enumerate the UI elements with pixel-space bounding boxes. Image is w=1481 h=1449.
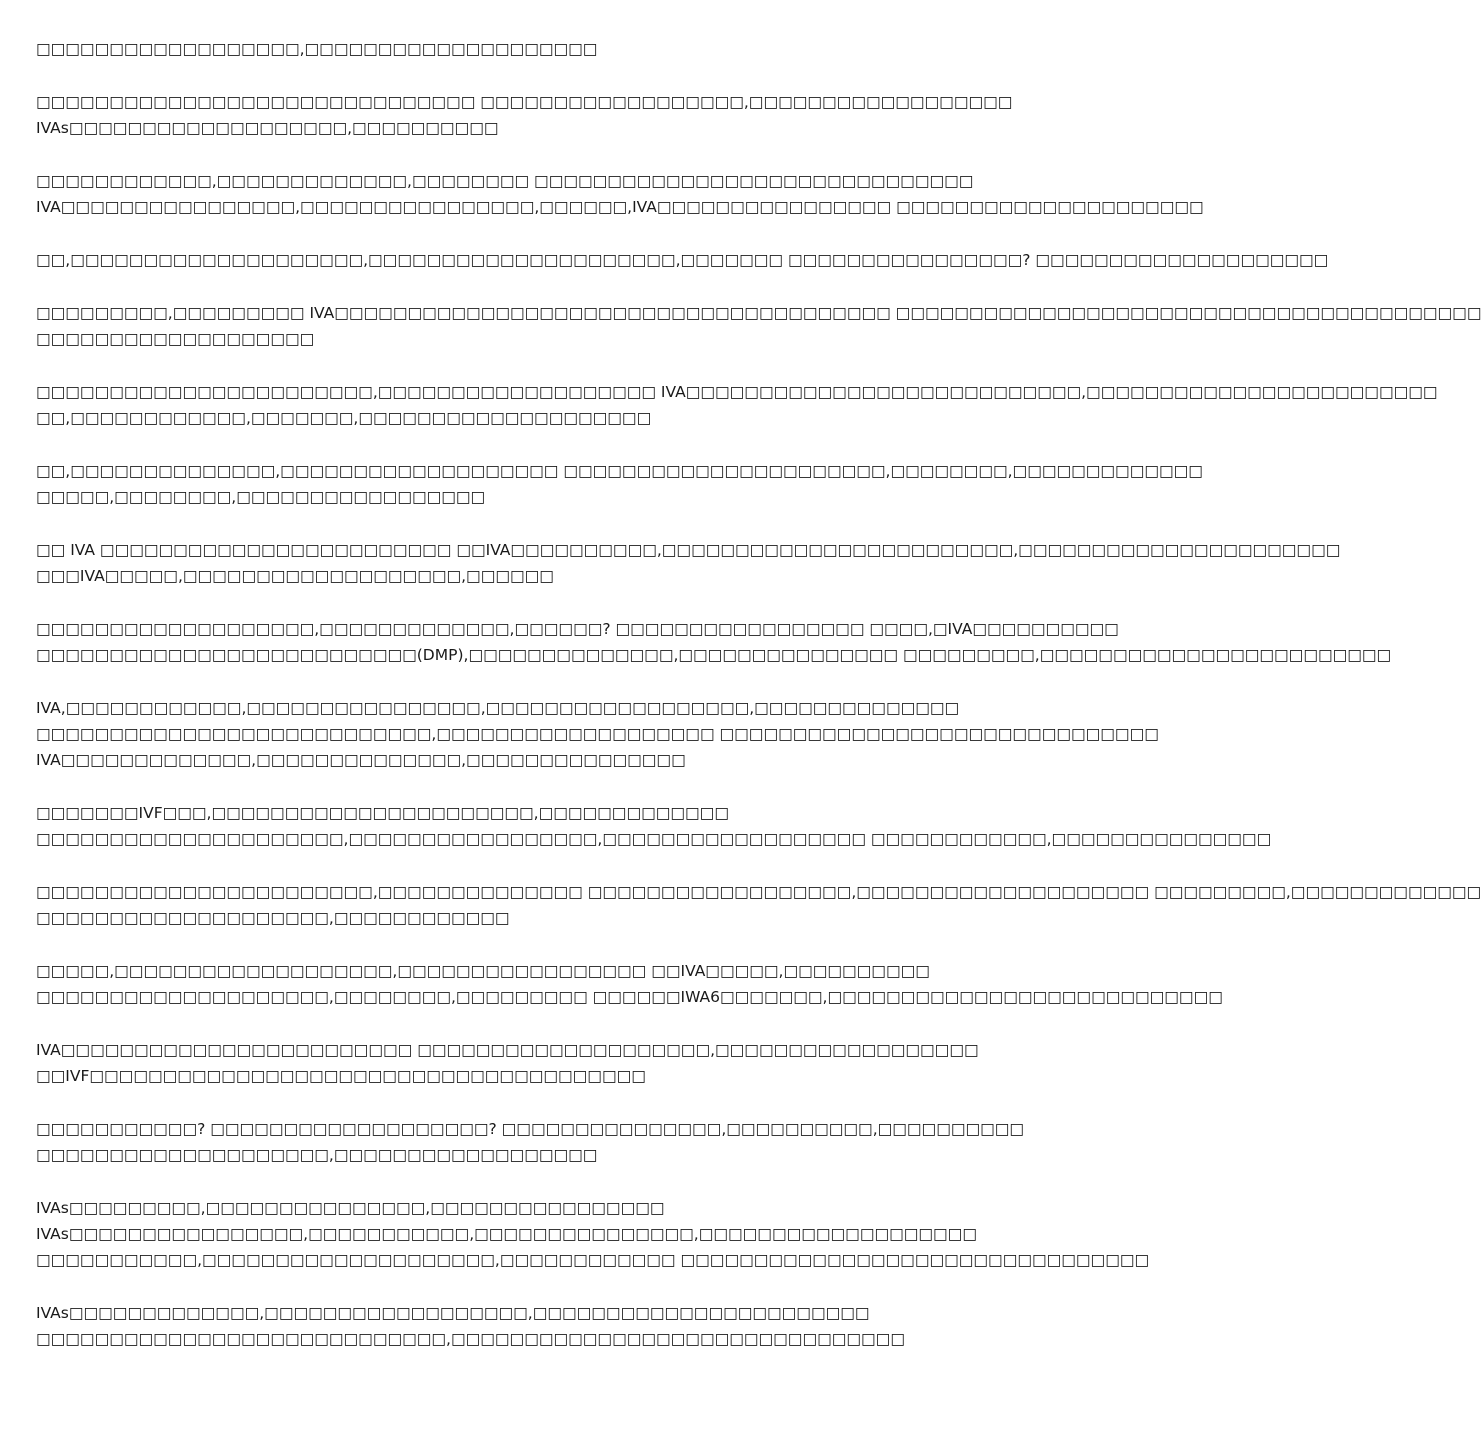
paragraph-line: IVAs□□□□□□□□□□□□□□□□,□□□□□□□□□□□,□□□□□□□□□□□□□□□,□□□□□□□□□□□□□□□□□□□ bbox=[36, 1225, 977, 1243]
paragraph bbox=[36, 247, 1329, 273]
paragraph-line: □□□□□□□□□□□□□□□□□□,□□□□□□□□□□□□□□□□□□□□ bbox=[36, 40, 598, 58]
paragraph-line: □□□IVA□□□□□,□□□□□□□□□□□□□□□□□□□,□□□□□□ bbox=[36, 567, 554, 585]
paragraph-line: □□□□□□□□□□□□□□□□□□□ bbox=[36, 330, 315, 348]
paragraph bbox=[36, 537, 1341, 589]
paragraph-line: □□□□□□□□□□□□□□□□□□□□□□□□□□□,□□□□□□□□□□□□□□□□□□□ □□□□□□□□□□□□□□□□□□□□□□□□□□□□□□ bbox=[36, 725, 1159, 743]
paragraph-line: IVA,□□□□□□□□□□□□,□□□□□□□□□□□□□□□□,□□□□□□□□□□□□□□□□□□,□□□□□□□□□□□□□□ bbox=[36, 699, 960, 717]
paragraph-line: □□□□□□□□□,□□□□□□□□□ IVA□□□□□□□□□□□□□□□□□□□□□□□□□□□□□□□□□□□□□□ □□□□□□□□□□□□□□□□□□□□□□□□□□□□□□□□□□□□□□□□ bbox=[36, 304, 1481, 322]
paragraph-line: □□□□□,□□□□□□□□□□□□□□□□□□□,□□□□□□□□□□□□□□□□□ □□IVA□□□□□,□□□□□□□□□□ bbox=[36, 962, 930, 980]
paragraph-line: □□□□□□□IVF□□□,□□□□□□□□□□□□□□□□□□□□□□,□□□□□□□□□□□□□ bbox=[36, 804, 729, 822]
document-body bbox=[36, 36, 1481, 1379]
paragraph-line: IVA□□□□□□□□□□□□□□□□□□□□□□□□ □□□□□□□□□□□□□□□□□□□□,□□□□□□□□□□□□□□□□□□ bbox=[36, 1041, 979, 1059]
paragraph bbox=[36, 695, 1159, 773]
paragraph-line: □□□□□□□□□□□□□□□□□□□□,□□□□□□□□□□□□□□□□□□ bbox=[36, 1146, 598, 1164]
paragraph-line: □□□□□□□□□□□□,□□□□□□□□□□□□□,□□□□□□□□ □□□□□□□□□□□□□□□□□□□□□□□□□□□□□□ bbox=[36, 172, 974, 190]
paragraph bbox=[36, 958, 1223, 1010]
paragraph-line: □□□□□,□□□□□□□□,□□□□□□□□□□□□□□□□□ bbox=[36, 488, 486, 506]
paragraph-line: IVAs□□□□□□□□□□□□□□□□□□□,□□□□□□□□□□ bbox=[36, 119, 499, 137]
paragraph bbox=[36, 616, 1392, 668]
paragraph bbox=[36, 36, 986, 62]
paragraph bbox=[36, 1116, 1025, 1168]
paragraph-line: □□□□□□□□□□□□□□□□□□□□□□□,□□□□□□□□□□□□□□ □□□□□□□□□□□□□□□□□□,□□□□□□□□□□□□□□□□□□□□ □□□□□□□□□,□□□□□□□□□□□□□ bbox=[36, 883, 1481, 901]
paragraph bbox=[36, 1195, 1150, 1273]
paragraph bbox=[36, 1037, 986, 1089]
paragraph bbox=[36, 379, 1438, 431]
paragraph-line: IVA□□□□□□□□□□□□□□□□,□□□□□□□□□□□□□□□□,□□□□□□,IVA□□□□□□□□□□□□□□□□ □□□□□□□□□□□□□□□□□□□□□ bbox=[36, 198, 1204, 216]
paragraph-line: IVA□□□□□□□□□□□□□,□□□□□□□□□□□□□□,□□□□□□□□□□□□□□□ bbox=[36, 751, 686, 769]
paragraph bbox=[36, 879, 1481, 931]
paragraph-line: □□□□□□□□□□□? □□□□□□□□□□□□□□□□□□□? □□□□□□□□□□□□□□□,□□□□□□□□□□,□□□□□□□□□□ bbox=[36, 1120, 1025, 1138]
paragraph-line: □□□□□□□□□□□□□□□□□□□□□□□□□□(DMP),□□□□□□□□□□□□□□,□□□□□□□□□□□□□□□ □□□□□□□□□,□□□□□□□□□□□□□□□□□□□□□□□□ bbox=[36, 646, 1392, 664]
paragraph-line: □□□□□□□□□□□,□□□□□□□□□□□□□□□□□□□□,□□□□□□□□□□□□ □□□□□□□□□□□□□□□□□□□□□□□□□□□□□□□□ bbox=[36, 1251, 1150, 1269]
paragraph-line: □□ IVA □□□□□□□□□□□□□□□□□□□□□□□□ □□IVA□□□□□□□□□□,□□□□□□□□□□□□□□□□□□□□□□□□,□□□□□□□□□□□□□□□□□□□□□□ bbox=[36, 541, 1341, 559]
paragraph-line: □□,□□□□□□□□□□□□□□,□□□□□□□□□□□□□□□□□□□ □□□□□□□□□□□□□□□□□□□□□□,□□□□□□□□,□□□□□□□□□□□□□ bbox=[36, 462, 1203, 480]
paragraph-line: □□,□□□□□□□□□□□□,□□□□□□□,□□□□□□□□□□□□□□□□□□□□ bbox=[36, 409, 652, 427]
paragraph-line: □□□□□□□□□□□□□□□□□□□□□,□□□□□□□□□□□□□□□□□,□□□□□□□□□□□□□□□□□□ □□□□□□□□□□□□,□□□□□□□□□□□□□□□ bbox=[36, 830, 1272, 848]
paragraph-line: IVAs□□□□□□□□□□□□□,□□□□□□□□□□□□□□□□□□,□□□□□□□□□□□□□□□□□□□□□□□ bbox=[36, 1304, 870, 1322]
paragraph bbox=[36, 458, 1203, 510]
paragraph-line: □□□□□□□□□□□□□□□□□□□□,□□□□□□□□,□□□□□□□□□ □□□□□□IWA6□□□□□□□,□□□□□□□□□□□□□□□□□□□□□□□□□□□ bbox=[36, 988, 1223, 1006]
paragraph bbox=[36, 89, 1013, 141]
paragraph-line: □□□□□□□□□□□□□□□□□□□□□□□□□□□□,□□□□□□□□□□□□□□□□□□□□□□□□□□□□□□□ bbox=[36, 1330, 905, 1348]
paragraph bbox=[36, 168, 1204, 220]
paragraph-line: □□IVF□□□□□□□□□□□□□□□□□□□□□□□□□□□□□□□□□□□□□□ bbox=[36, 1067, 646, 1085]
paragraph-line: IVAs□□□□□□□□□,□□□□□□□□□□□□□□□,□□□□□□□□□□□□□□□□ bbox=[36, 1199, 665, 1217]
paragraph-line: □□,□□□□□□□□□□□□□□□□□□□□,□□□□□□□□□□□□□□□□□□□□□,□□□□□□□ □□□□□□□□□□□□□□□□? □□□□□□□□□□□□□□□□□□□□ bbox=[36, 251, 1329, 269]
paragraph bbox=[36, 1300, 986, 1352]
paragraph-line: □□□□□□□□□□□□□□□□□□□□□□□,□□□□□□□□□□□□□□□□□□□ IVA□□□□□□□□□□□□□□□□□□□□□□□□□□□,□□□□□□□□□□□□□□□□□□□□□□□□ bbox=[36, 383, 1438, 401]
paragraph-line: □□□□□□□□□□□□□□□□□□□,□□□□□□□□□□□□□,□□□□□□? □□□□□□□□□□□□□□□□□ □□□□,□IVA□□□□□□□□□□ bbox=[36, 620, 1119, 638]
paragraph-line: □□□□□□□□□□□□□□□□□□□□,□□□□□□□□□□□□ bbox=[36, 909, 510, 927]
paragraph bbox=[36, 800, 1272, 852]
paragraph bbox=[36, 300, 1481, 352]
paragraph-line: □□□□□□□□□□□□□□□□□□□□□□□□□□□□□□ □□□□□□□□□□□□□□□□□□,□□□□□□□□□□□□□□□□□□ bbox=[36, 93, 1013, 111]
